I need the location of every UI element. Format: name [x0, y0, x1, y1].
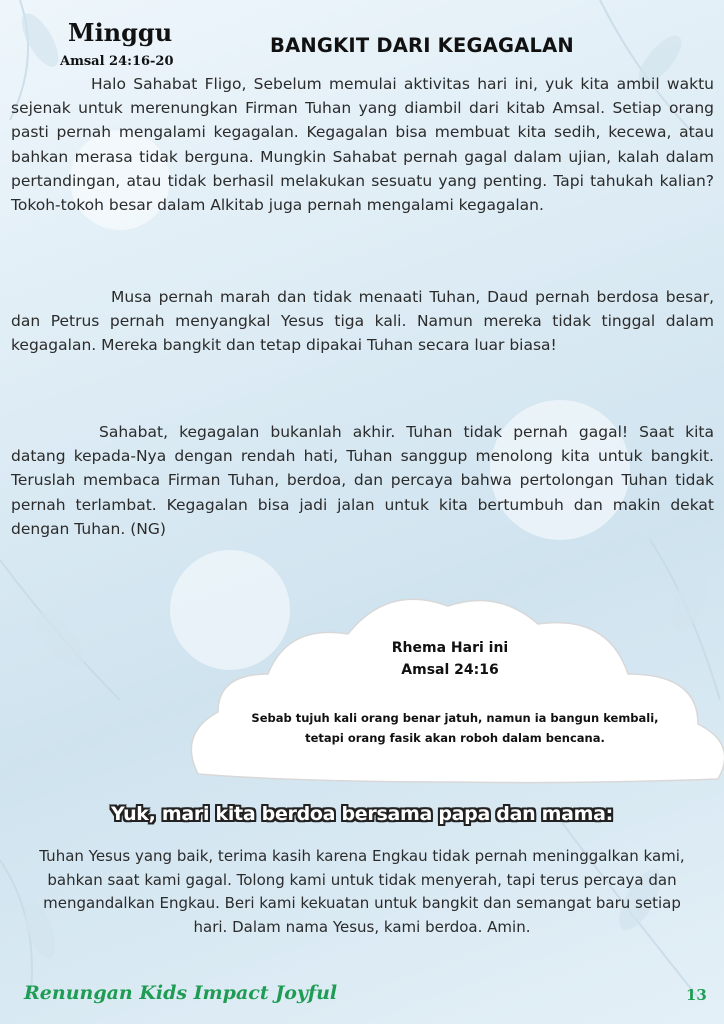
rhema-verse [205, 708, 705, 748]
devotional-paragraph-1: Halo Sahabat Fligo, Sebelum memulai aktivitas hari ini, yuk kita ambil waktu sejenak untuk merenungkan Firman Tuhan yang diambil dari kitab Amsal. Setiap orang pasti pernah mengalami kegagalan. Kegagalan bisa membuat kita sedih, kecewa, atau bahkan merasa tidak berguna. Mungkin Sahabat pernah gagal dalam ujian, kalah dalam pertandingan, atau tidak berhasil melakukan sesuatu yang penting. Tapi tahukah kalian? Tokoh-tokoh besar dalam Alkitab juga pernah mengalami kegagalan. [11, 75, 714, 215]
page-number: 13 [686, 986, 707, 1004]
prayer-text: Tuhan Yesus yang baik, terima kasih karena Engkau tidak pernah meninggalkan kami, bahkan saat kami gagal. Tolong kami untuk tidak menyerah, tapi terus percaya dan mengandalkan Engkau. Beri kami kekuatan untuk bangkit dan semangat baru setiap hari. Dalam nama Yesus, kami berdoa. Amin. [39, 847, 685, 936]
cloud-shape [178, 584, 724, 784]
verse-line-2: tetapi orang fasik akan roboh dalam bencana. [305, 731, 605, 745]
scripture-reference: Amsal 24:16-20 [60, 54, 174, 69]
footer-brand: Renungan Kids Impact Joyful [24, 982, 338, 1004]
day-label: Minggu [68, 18, 173, 47]
devotional-paragraph-2: Musa pernah marah dan tidak menaati Tuhan, Daud pernah berdosa besar, dan Petrus pernah menyangkal Yesus tiga kali. Namun mereka tidak tinggal dalam kegagalan. Mereka bangkit dan tetap dipakai Tuhan secara luar biasa! [11, 288, 714, 355]
verse-line-1: Sebab tujuh kali orang benar jatuh, namun ia bangun kembali, [251, 711, 659, 725]
rhema-title: Rhema Hari ini [391, 640, 509, 656]
devotional-paragraph-3: Sahabat, kegagalan bukanlah akhir. Tuhan tidak pernah gagal! Saat kita datang kepada-Nya dengan rendah hati, Tuhan sanggup menolong kita untuk bangkit. Teruslah membaca Firman Tuhan, berdoa, dan percaya bahwa pertolongan Tuhan tidak pernah terlambat. Kegagalan bisa jadi jalan untuk kita bertumbuh dan makin dekat dengan Tuhan. (NG) [11, 423, 714, 538]
page-title: BANGKIT DARI KEGAGALAN [270, 34, 574, 57]
rhema-reference: Amsal 24:16 [401, 662, 499, 678]
prayer-heading: Yuk, mari kita berdoa bersama papa dan mama: [111, 803, 613, 825]
rhema-heading [330, 637, 570, 681]
